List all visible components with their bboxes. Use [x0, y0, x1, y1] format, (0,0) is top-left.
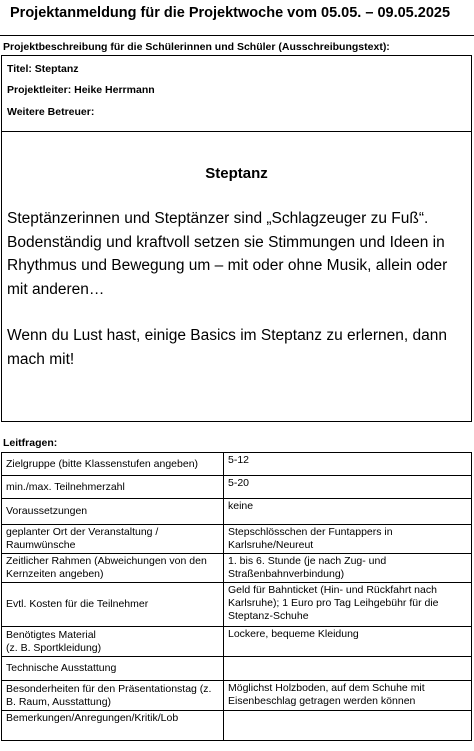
question-cell: Benötigtes Material (z. B. Sportkleidung): [2, 627, 224, 657]
question-cell: Bemerkungen/Anregungen/Kritik/Lob: [2, 711, 224, 741]
guiding-questions-label: Leitfragen:: [3, 437, 58, 449]
project-supervisors-line: Weitere Betreuer:: [7, 106, 95, 118]
document-header: [0, 0, 474, 36]
answer-cell: 5-12: [224, 453, 472, 476]
question-cell: min./max. Teilnehmerzahl: [2, 476, 224, 499]
table-row: [2, 499, 472, 525]
answer-cell: Lockere, bequeme Kleidung: [224, 627, 472, 657]
table-row: [2, 627, 472, 657]
table-row: [2, 711, 472, 741]
project-info-box: [1, 55, 472, 132]
project-title-line: Titel: Steptanz: [7, 63, 79, 75]
answer-cell: 5-20: [224, 476, 472, 499]
question-cell: Voraussetzungen: [2, 499, 224, 525]
table-row: [2, 554, 472, 583]
question-cell: Besonderheiten für den Präsentationstag (z. B. Raum, Ausstattung): [2, 681, 224, 711]
answer-cell: Stepschlösschen der Funtappers in Karlsruhe/Neureut: [224, 525, 472, 554]
answer-cell: Geld für Bahnticket (Hin- und Rückfahrt nach Karlsruhe); 1 Euro pro Tag Leihgebühr für die Steptanz-Schuhe: [224, 583, 472, 627]
project-leader-line: Projektleiter: Heike Herrmann: [7, 84, 155, 96]
description-section-label: Projektbeschreibung für die Schülerinnen und Schüler (Ausschreibungstext):: [3, 41, 390, 53]
answer-cell: [224, 711, 472, 741]
project-description-box: [1, 131, 472, 422]
question-cell: Technische Ausstattung: [2, 657, 224, 681]
table-row: [2, 525, 472, 554]
question-cell: Zielgruppe (bitte Klassenstufen angeben): [2, 453, 224, 476]
answer-cell: keine: [224, 499, 472, 525]
description-paragraph-1: Steptänzerinnen und Steptänzer sind „Schlagzeuger zu Fuß“. Bodenständig und kraftvoll setzen sie Stimmungen und Ideen in Rhythmus und Bewegung um – mit oder ohne Musik, allein oder mit anderen…: [7, 210, 448, 298]
table-row: [2, 583, 472, 627]
answer-cell: Möglichst Holzboden, auf dem Schuhe mit Eisenbeschlag getragen werden können: [224, 681, 472, 711]
guiding-questions-table: [1, 452, 472, 741]
question-cell: Zeitlicher Rahmen (Abweichungen von den Kernzeiten angeben): [2, 554, 224, 583]
question-cell: geplanter Ort der Veranstaltung / Raumwünsche: [2, 525, 224, 554]
answer-cell: 1. bis 6. Stunde (je nach Zug- und Straßenbahnverbindung): [224, 554, 472, 583]
table-row: [2, 453, 472, 476]
question-cell: Evtl. Kosten für die Teilnehmer: [2, 583, 224, 627]
table-row: [2, 476, 472, 499]
table-row: [2, 681, 472, 711]
description-heading: Steptanz: [205, 165, 268, 182]
document-title: Projektanmeldung für die Projektwoche vom 05.05. – 09.05.2025: [10, 5, 451, 21]
table-row: [2, 657, 472, 681]
description-paragraph-2: Wenn du Lust hast, einige Basics im Steptanz zu erlernen, dann mach mit!: [7, 327, 448, 368]
answer-cell: [224, 657, 472, 681]
